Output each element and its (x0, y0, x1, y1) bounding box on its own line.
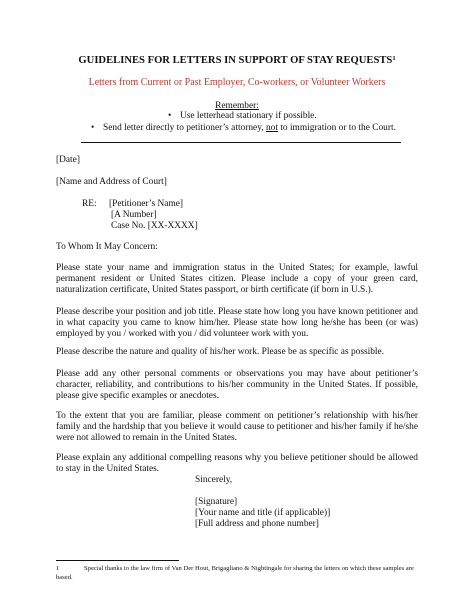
closing-address-phone: [Full address and phone number] (195, 519, 319, 529)
remember-bullet-2-not: not (265, 123, 278, 133)
closing-sincerely: Sincerely, (195, 475, 233, 485)
re-case-no: Case No. [XX-XXXX] (111, 221, 198, 231)
remember-heading: Remember: (215, 101, 259, 111)
title-footnote-mark: 1 (392, 55, 396, 62)
paragraph-3: Please describe the nature and quality of his/her work. Please be as specific as possible. (56, 347, 385, 357)
remember-bullet-1-text: Use letterhead stationary if possible. (180, 111, 317, 121)
footnote-text: Special thanks to the law firm of Van Der Hout, Brigagliano & Nightingale for sharing the letters on which these samples are based. (56, 565, 414, 581)
date-placeholder: [Date] (56, 155, 80, 165)
subtitle: Letters from Current or Past Employer, Co-workers, or Volunteer Workers (88, 77, 386, 88)
paragraph-2: Please describe your position and job title. Please state how long you have known petitioner and in what capacity you came to know him/her. Please state how long he/she has been (or was) employed by you / worked with you / did volunteer work with you. (56, 307, 418, 340)
re-petitioner-name: [Petitioner’s Name] (109, 199, 184, 209)
remember-bullet-2 (91, 123, 396, 134)
footnote-mark: 1 (56, 565, 60, 572)
page-title (0, 53, 474, 66)
footnote (56, 565, 418, 582)
closing-name-title: [Your name and title (if applicable)] (195, 508, 331, 518)
re-a-number: [A Number] (111, 210, 157, 220)
paragraph-5: To the extent that you are familiar, please comment on petitioner’s relationship with his/her family and the hardship that you believe it would cause to petitioner and his/her family if he/she were not allowed to remain in the United States. (56, 411, 418, 444)
paragraph-6: Please explain any additional compelling reasons why you believe petitioner should be allowed to stay in the United States. (56, 453, 418, 475)
remember-bullet-2-after: to immigration or to the Court. (277, 123, 396, 133)
paragraph-1: Please state your name and immigration status in the United States; for example, lawful permanent resident or United States citizen. Please include a copy of your green card, naturalization certificate, United States passport, or birth certificate (if born in U.S.). (56, 263, 418, 296)
bullet-icon: • (91, 123, 95, 133)
remember-bullet-1 (168, 111, 317, 122)
divider (81, 142, 401, 143)
remember-bullet-2-before: Send letter directly to petitioner’s attorney, (103, 123, 266, 133)
paragraph-4: Please add any other personal comments or observations you may have about petitioner’s character, reliability, and contributions to his/her community in the United States. If possible, please give specific examples or anecdotes. (56, 369, 418, 402)
re-label: RE: (82, 199, 97, 209)
court-address-placeholder: [Name and Address of Court] (56, 177, 167, 187)
footnote-divider (56, 560, 179, 561)
bullet-icon: • (168, 111, 172, 121)
title-text: GUIDELINES FOR LETTERS IN SUPPORT OF STAY REQUESTS (78, 55, 393, 66)
salutation: To Whom It May Concern: (56, 242, 158, 252)
closing-signature: [Signature] (195, 497, 238, 507)
